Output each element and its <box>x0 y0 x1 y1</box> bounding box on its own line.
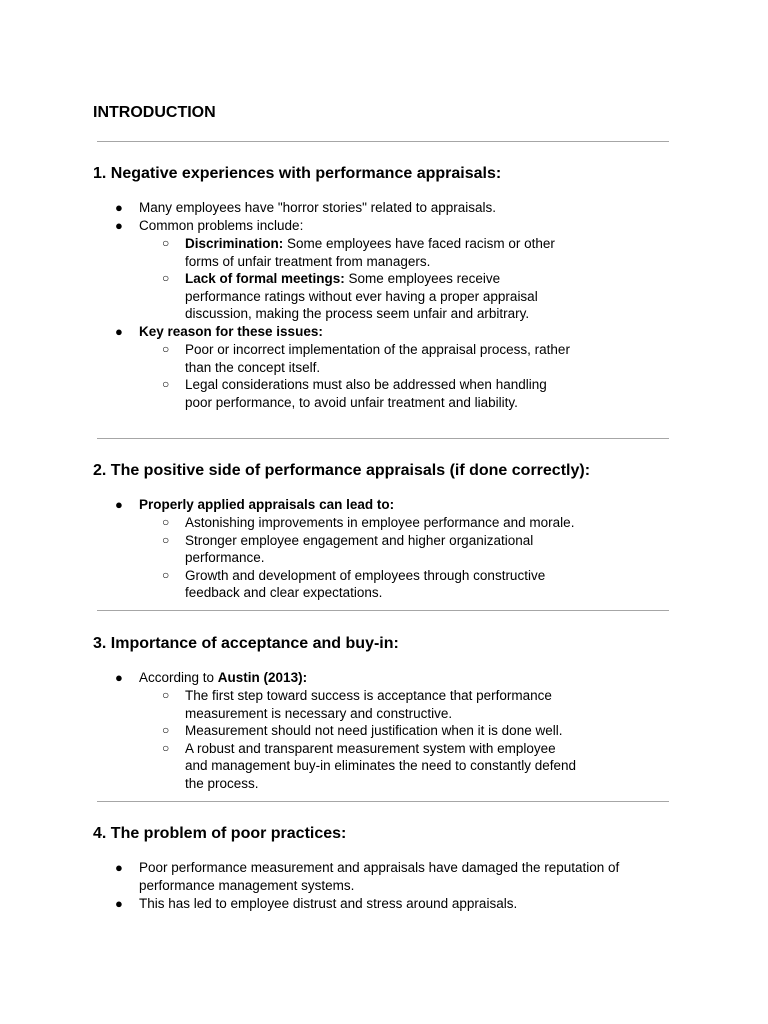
bullet-list <box>0 669 768 793</box>
item-text: Measurement should not need justification when it is done well. <box>185 723 563 739</box>
circle-bullet-icon: ○ <box>162 740 170 755</box>
item-text: Stronger employee engagement and higher organizational performance. <box>185 532 534 566</box>
divider <box>97 438 669 439</box>
section-2 <box>0 461 768 602</box>
list-item <box>0 217 768 323</box>
item-text: Many employees have "horror stories" related to appraisals. <box>139 200 497 215</box>
list-item <box>0 895 768 913</box>
item-bold-text: Lack of formal meetings: <box>185 271 345 287</box>
divider <box>97 141 669 142</box>
sub-list-item <box>162 532 672 567</box>
circle-bullet-icon: ○ <box>162 723 170 738</box>
bullet-icon: ● <box>115 670 123 685</box>
bullet-list <box>0 859 768 913</box>
sub-list <box>0 687 672 793</box>
list-item <box>0 323 768 411</box>
item-text: Poor or incorrect implementation of the appraisal process, rather than the concept itself. <box>185 341 570 375</box>
item-text: According to <box>139 670 218 685</box>
list-item <box>0 669 768 793</box>
sub-list-item <box>162 341 672 376</box>
sub-list-item <box>162 722 672 740</box>
sub-list-item <box>162 376 672 411</box>
circle-bullet-icon: ○ <box>162 688 170 702</box>
circle-bullet-icon: ○ <box>162 532 170 547</box>
section-4 <box>0 824 768 913</box>
item-bold-text: Properly applied appraisals can lead to: <box>139 497 395 512</box>
list-item <box>0 859 768 895</box>
item-text: Poor performance measurement and appraisals have damaged the reputation of performance management systems. <box>139 860 620 893</box>
bullet-list <box>0 199 768 411</box>
item-text: This has led to employee distrust and stress around appraisals. <box>139 896 518 911</box>
circle-bullet-icon: ○ <box>162 341 170 356</box>
sub-list-item <box>162 740 672 793</box>
sub-list <box>0 341 672 411</box>
sub-list-item <box>162 687 672 722</box>
section-1 <box>0 164 768 411</box>
bullet-icon: ● <box>115 218 123 233</box>
sub-list-item <box>162 567 672 602</box>
section-heading: 1. Negative experiences with performance appraisals: <box>93 165 502 182</box>
item-text: Common problems include: <box>139 218 304 233</box>
page-title: INTRODUCTION <box>93 104 216 121</box>
section-heading: 4. The problem of poor practices: <box>93 825 347 842</box>
bullet-icon: ● <box>115 497 123 512</box>
bullet-icon: ● <box>115 323 123 339</box>
bullet-list <box>0 496 768 602</box>
section-heading: 3. Importance of acceptance and buy-in: <box>93 635 399 652</box>
sub-list-item <box>162 235 672 270</box>
sub-list <box>0 514 672 602</box>
item-bold-text: Discrimination: <box>185 236 284 251</box>
section-heading: 2. The positive side of performance appraisals (if done correctly): <box>93 462 591 479</box>
item-text: A robust and transparent measurement system with employee and management buy-in eliminates the need to constantly defend the process. <box>185 740 577 791</box>
sub-list-item <box>162 270 672 323</box>
circle-bullet-icon: ○ <box>162 377 170 392</box>
bullet-icon: ● <box>115 860 123 875</box>
item-text: Growth and development of employees through constructive feedback and clear expectations. <box>185 567 546 601</box>
bullet-icon: ● <box>115 200 123 215</box>
divider <box>97 801 669 802</box>
item-text: Legal considerations must also be addressed when handling poor performance, to avoid unfair treatment and liability. <box>185 377 547 410</box>
section-3 <box>0 634 768 793</box>
item-text: Some employees receive performance ratings without ever having a proper appraisal discussion, making the process seem unfair and arbitrary. <box>185 271 538 322</box>
item-text: Astonishing improvements in employee performance and morale. <box>185 515 575 530</box>
bullet-icon: ● <box>115 896 123 911</box>
item-text: Some employees have faced racism or other forms of unfair treatment from managers. <box>185 236 555 269</box>
item-bold-text: Austin (2013): <box>217 670 308 685</box>
list-item <box>0 496 768 602</box>
sub-list-item <box>162 514 672 532</box>
circle-bullet-icon: ○ <box>162 515 170 529</box>
circle-bullet-icon: ○ <box>162 567 170 582</box>
circle-bullet-icon: ○ <box>162 271 170 286</box>
sub-list <box>0 235 672 323</box>
item-text: The first step toward success is acceptance that performance measurement is necessary and constructive. <box>185 688 552 721</box>
circle-bullet-icon: ○ <box>162 236 170 250</box>
divider <box>97 610 669 611</box>
item-bold-text: Key reason for these issues: <box>139 323 323 339</box>
list-item <box>0 199 768 217</box>
